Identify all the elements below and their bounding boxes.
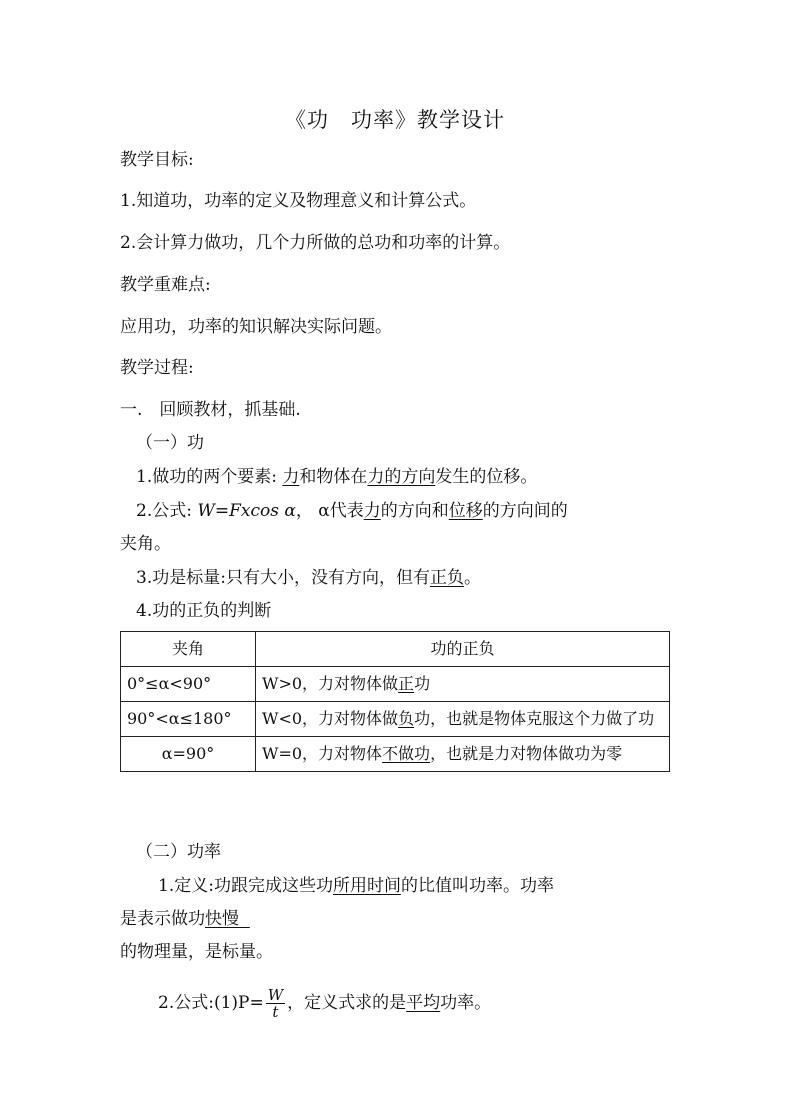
work-2-pre: 2.公式:: [136, 501, 192, 521]
power-1-continuation: [120, 907, 250, 931]
table-row: [121, 702, 670, 737]
objective-2: 2.会计算力做功，几个力所做的总功和功率的计算。: [120, 233, 511, 253]
fraction-numerator: W: [267, 986, 284, 1004]
table-cell-angle: α=90°: [121, 737, 256, 772]
work-1-blank: 力: [282, 467, 300, 487]
desc-pre: W>0，力对物体做: [262, 674, 399, 693]
power-2-pre: 2.公式:(1)P=: [158, 993, 264, 1013]
fraction-denominator: t: [272, 1003, 279, 1021]
table-header-sign: 功的正负: [256, 632, 670, 667]
power-1-continuation-2: 的物理量，是标量。: [120, 942, 273, 962]
work-item-4: 4.功的正负的判断: [136, 601, 272, 621]
table-row: [121, 667, 670, 702]
desc-pre: W=0，力对物体: [262, 744, 383, 763]
process-heading: 教学过程:: [120, 358, 194, 378]
objectives-heading: 教学目标:: [120, 150, 194, 170]
desc-pre: W<0，力对物体做: [262, 709, 399, 728]
table-cell-desc: [256, 702, 670, 737]
desc-blank: 不做功: [382, 744, 431, 763]
difficulty-text: 应用功，功率的知识解决实际问题。: [120, 317, 392, 337]
power-1-post: 的比值叫功率。功率: [400, 876, 554, 896]
desc-post: ，也就是力对物体做功为零: [430, 744, 623, 763]
work-2-blank: 力: [363, 501, 381, 521]
work-item-1: [136, 465, 537, 489]
desc-blank: 负: [398, 709, 415, 728]
blank-padding: [239, 909, 250, 929]
work-2-mid-2: 的方向和: [380, 501, 449, 521]
power-2-post-2: 功率。: [440, 993, 492, 1013]
table-header-angle: 夹角: [121, 632, 256, 667]
work-1-pre: 1.做功的两个要素:: [136, 467, 277, 487]
table-cell-angle: 0°≤α<90°: [121, 667, 256, 702]
work-1-mid: 和物体在: [299, 467, 368, 487]
power-1-blank: 所用时间: [332, 876, 401, 896]
work-2-mid: ， α代表: [295, 501, 364, 521]
desc-blank: 正: [398, 674, 415, 693]
power-item-2: [158, 986, 491, 1020]
work-3-post: 。: [463, 568, 481, 588]
power-2-post: ，定义式求的是: [287, 993, 407, 1013]
power-1-blank-2: 快慢: [205, 909, 239, 929]
section-1-heading: 一. 回顾教材，抓基础.: [120, 400, 301, 420]
objective-1: 1.知道功，功率的定义及物理意义和计算公式。: [120, 191, 477, 211]
power-item-1: [158, 874, 554, 898]
difficulty-heading: 教学重难点:: [120, 275, 211, 295]
table-cell-desc: [256, 737, 670, 772]
power-2-blank: 平均: [406, 993, 441, 1013]
desc-post: 功，也就是物体克服这个力做了功: [414, 709, 655, 728]
subsection-work: （一）功: [136, 433, 204, 453]
work-2-formula: W=Fxcos α: [197, 501, 296, 521]
work-1-blank-2: 力的方向: [367, 467, 436, 487]
table-cell-angle: 90°<α≤180°: [121, 702, 256, 737]
table-header-row: [121, 632, 670, 667]
table-cell-desc: [256, 667, 670, 702]
table-row: [121, 737, 670, 772]
power-1-pre: 1.定义:功跟完成这些功: [158, 876, 333, 896]
work-3-blank: 正负: [429, 568, 464, 588]
subsection-power: （二）功率: [136, 842, 221, 862]
work-item-2: [136, 499, 568, 523]
work-3-pre: 3.功是标量:只有大小，没有方向，但有: [136, 568, 430, 588]
power-fraction: [266, 987, 285, 1020]
power-1-cont-pre: 是表示做功: [120, 909, 205, 929]
desc-post: 功: [414, 674, 431, 693]
work-2-post: 的方向间的: [482, 501, 568, 521]
work-sign-table: [120, 631, 670, 772]
work-item-3: [136, 566, 481, 590]
work-2-blank-2: 位移: [448, 501, 483, 521]
page-title: 《功 功率》教学设计: [285, 108, 505, 132]
work-1-post: 发生的位移。: [435, 467, 538, 487]
work-2-continuation: 夹角。: [120, 534, 171, 554]
